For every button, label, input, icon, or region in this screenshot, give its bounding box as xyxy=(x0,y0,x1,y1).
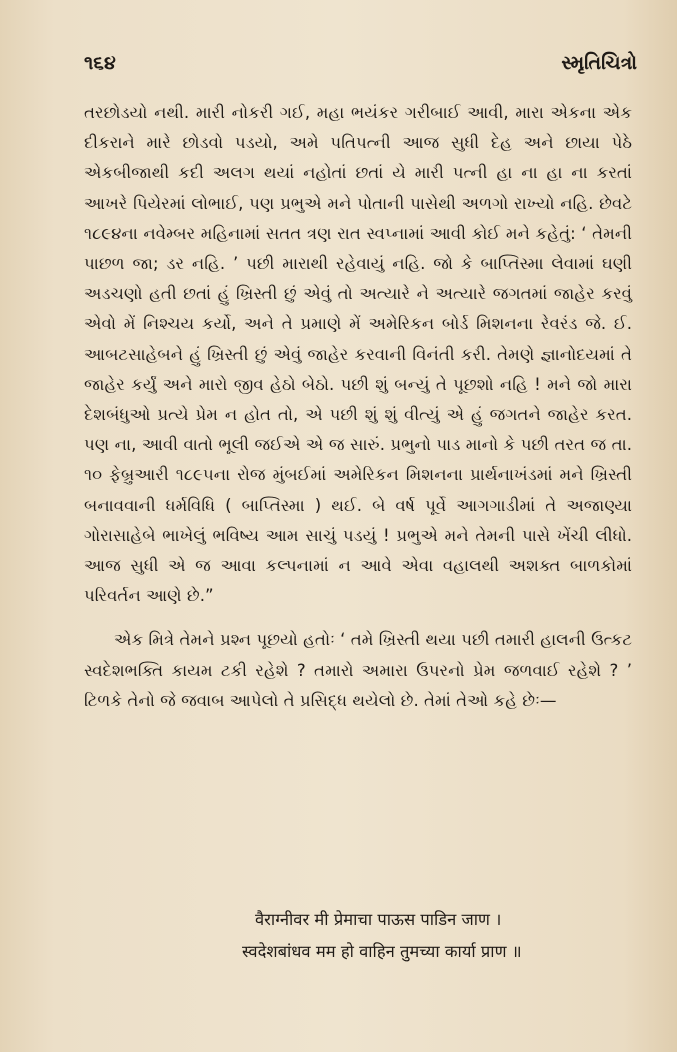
paragraph: તરછોડયો નથી. મારી નોકરી ગઈ, મહા ભયંકર ગરીબાઈ આવી, મારા એકના એક દીકરાને મારે છોડવો પડયો, અમે પતિપત્ની આજ સુધી દેહ અને છાયા પેઠે એકબીજાથી કદી અલગ થયાં નહોતાં છતાં યે મારી પત્ની હા ના હા ના કરતાં આખરે પિયેરમાં લોભાઈ, પણ પ્રભુએ મને પોતાની પાસેથી અળગો રાખ્યો નહિ. છેવટે ૧૮૯૪ના નવેમ્બર મહિનામાં સતત ત્રણ રાત સ્વપ્નામાં આવી કોઈ મને કહેતું: ‘ તેમની પાછળ જા; ડર નહિ. ’ પછી મારાથી રહેવાયું નહિ. જો કે બાપ્તિસ્મા લેવામાં ઘણી અડચણો હતી છતાં હું ખ્રિસ્તી છું એવું તો અત્યારે ને અત્યારે જગતમાં જાહેર કરવું એવો મેં નિશ્ચય કર્યો, અને તે પ્રમાણે મેં અમેરિકન બોર્ડ મિશનના રેવરંડ જે. ઈ. આબટસાહેબને હું ખ્રિસ્તી છું એવું જાહેર કરવાની વિનંતી કરી. તેમણે જ્ઞાનોદયમાં તે જાહેર કર્યું અને મારો જીવ હેઠો બેઠો. પછી શું બન્યું તે પૂછશો નહિ ! મને જો મારા દેશબંધુઓ પ્રત્યે પ્રેમ ન હોત તો, એ પછી શું શું વીત્યું એ હું જગતને જાહેર કરત. પણ ના, આવી વાતો ભૂલી જઈએ એ જ સારું. પ્રભુનો પાડ માનો કે પછી તરત જ તા. ૧૦ ફેબ્રુઆરી ૧૮૯૫ના રોજ મુંબઈમાં અમેરિકન મિશનના પ્રાર્થનાખંડમાં મને ખ્રિસ્તી બનાવવાની ધર્મવિધિ ( બાપ્તિસ્મા ) થઈ. બે વર્ષ પૂર્વે આગગાડીમાં તે અજાણ્યા ગોરાસાહેબે ભાખેલું ભવિષ્ય આમ સાચું પડયું ! પ્રભુએ મને તેમની પાસે ખેંચી લીધો. આજ સુધી એ જ આવા કલ્પનામાં ન આવે એવા વહાલથી અશક્ત બાળકોમાં પરિવર્તન આણે છે.” xyxy=(84,103,632,606)
page-header xyxy=(84,52,637,74)
page-number: ૧૬૪ xyxy=(84,52,116,74)
running-title: સ્મૃતિચિત્રો xyxy=(561,52,637,74)
paragraph: એક મિત્રે તેમને પ્રશ્ન પૂછયો હતોઃ ‘ તમે ખ્રિસ્તી થયા પછી તમારી હાલની ઉત્કટ સ્વદેશભક્તિ કાયમ ટકી રહેશે ? તમારો અમારા ઉપરનો પ્રેમ જળવાઈ રહેશે ? ’ ટિળકે તેનો જે જવાબ આપેલો તે પ્રસિદ્ધ થયેલો છે. તેમાં તેઓ કહે છેઃ— xyxy=(84,630,632,710)
body-text xyxy=(84,98,632,716)
verse-line: वैराग्नीवर मी प्रेमाचा पाऊस पाडिन जाण । xyxy=(255,910,502,929)
verse-line: स्वदेशबांधव मम हो वाहिन तुमच्या कार्या प्राण ॥ xyxy=(242,942,522,961)
marathi-verse xyxy=(0,904,677,968)
